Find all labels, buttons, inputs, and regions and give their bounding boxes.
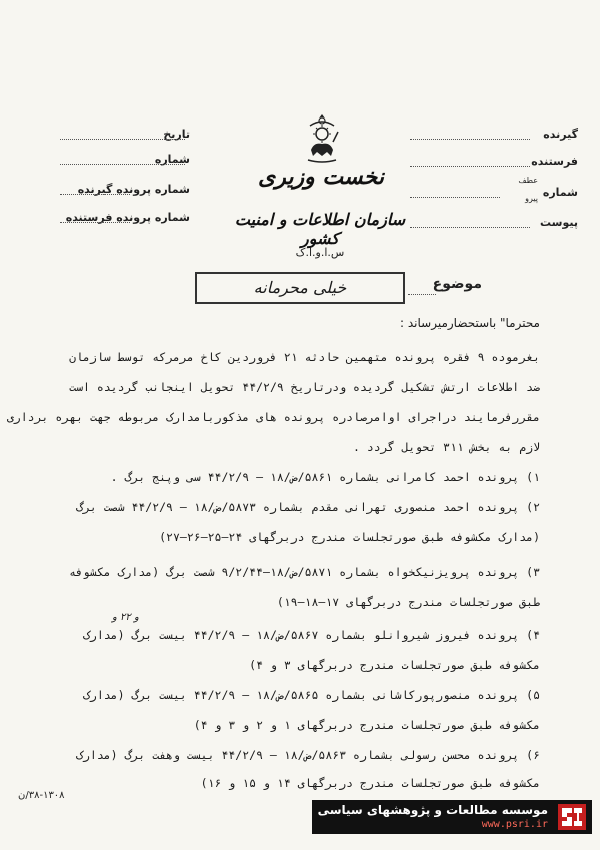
date-label: تاریخ (163, 128, 190, 141)
list-item: طبق صورتجلسات مندرج دربرگهای ۱۷–۱۸–۱۹) (276, 595, 540, 609)
date-line (60, 138, 185, 140)
sender-line (410, 165, 530, 167)
list-item: ۶) پرونده محسن رسولی بشماره ۵۸۶۳/ض/۱۸ — ۴۴/۲/۹ بیست وهفت برگ (مدارک (76, 748, 540, 762)
lion-and-sun-emblem-icon (302, 112, 342, 164)
list-item: ۵) پرونده منصورپورکاشانی بشماره ۵۸۶۵/ض/۱۸ — ۴۴/۲/۹ بیست برگ (مدارک (82, 688, 540, 702)
document-code: ۳۸-۱۳۰۸/ن (18, 790, 65, 801)
classification-stamp: خیلی محرمانه (195, 272, 405, 304)
receiver-label: گیرنده (543, 128, 578, 141)
number-label-right: شماره (542, 186, 578, 199)
greeting: محترما" باستحضارمیرساند : (400, 316, 540, 330)
archive-url[interactable]: www.psri.ir (481, 819, 548, 830)
number-line-right (410, 196, 500, 198)
archive-org-name: موسسه مطالعات و پژوهشهای سیاسی (317, 803, 548, 817)
subject-label: موضوع (432, 276, 482, 292)
list-item: ۴) پرونده فیروز شیروانلو بشماره ۵۸۶۷/ض/۱۸ — ۴۴/۲/۹ بیست برگ (مدارک (82, 628, 540, 642)
sender-file-line (60, 221, 130, 223)
receiver-line (410, 138, 530, 140)
list-item: ۱) پرونده احمد کامرانی بشماره ۵۸۶۱/ض/۱۸ — ۴۴/۲/۹ سی وپنج برگ . (110, 470, 540, 484)
archive-banner (312, 800, 592, 834)
body-line: ضد اطلاعات ارتش تشکیل گردیده ودرتاریخ ۴۴/۲/۹ تحویل اینجانب گردیده است (69, 380, 540, 394)
list-item: (مدارک مکشوفه طبق صورتجلسات مندرج دربرگهای ۲۴–۲۵–۲۶–۲۷) (159, 530, 540, 544)
handwritten-note: و ۲۲ و (112, 612, 139, 623)
receiver-file-line (60, 193, 130, 195)
receiver-file-label: شماره پرونده گیرنده (77, 183, 190, 196)
list-item: ۲) پرونده احمد منصوری تهرانی مقدم بشماره ۵۸۷۳/ض/۱۸ — ۴۴/۲/۹ شصت برگ (76, 500, 540, 514)
archive-logo-icon (558, 804, 586, 830)
ref-bottom-label: پیرو (525, 194, 538, 203)
list-item: مکشوفه طبق صورتجلسات مندرج دربرگهای ۱۴ و ۱۵ و ۱۶) (200, 776, 540, 790)
body-line: مقررفرمایند دراجرای اوامرصادره پرونده های مذکوربامدارک مربوطه جهت بهره برداری (6, 410, 540, 424)
ref-top-label: عطف (518, 176, 538, 185)
body-line: لازم به بخش ۳۱۱ تحویل گردد . (353, 440, 540, 454)
list-item: مکشوفه طبق صورتجلسات مندرج دربرگهای ۱ و ۲ و ۳ و ۴) (193, 718, 540, 732)
letterhead-code: س.ا.و.ا.ک (295, 246, 345, 259)
body-line: بغرموده ۹ فقره پرونده متهمین حادثه ۲۱ فروردین کاخ مرمرکه توسط سازمان (69, 350, 540, 364)
letterhead-title: نخست وزیری (258, 164, 384, 190)
sender-file-label: شماره پرونده فرستنده (65, 211, 190, 224)
letterhead-subtitle: سازمان اطلاعات و امنیت کشور (234, 210, 406, 248)
subject-line (408, 293, 436, 295)
number-line-left (60, 163, 185, 165)
list-item: مکشوفه طبق صورتجلسات مندرج دربرگهای ۳ و ۴) (249, 658, 540, 672)
attachment-label: پیوست (540, 216, 578, 229)
attachment-line (410, 226, 530, 228)
number-label-left: شماره (154, 153, 190, 166)
sender-label: فرستنده (531, 155, 578, 168)
list-item: ۳) پرونده پرویزنیکخواه بشماره ۵۸۷۱/ض/۱۸—۹/۲/۴۴ شصت برگ (مدارک مکشوفه (69, 565, 540, 579)
